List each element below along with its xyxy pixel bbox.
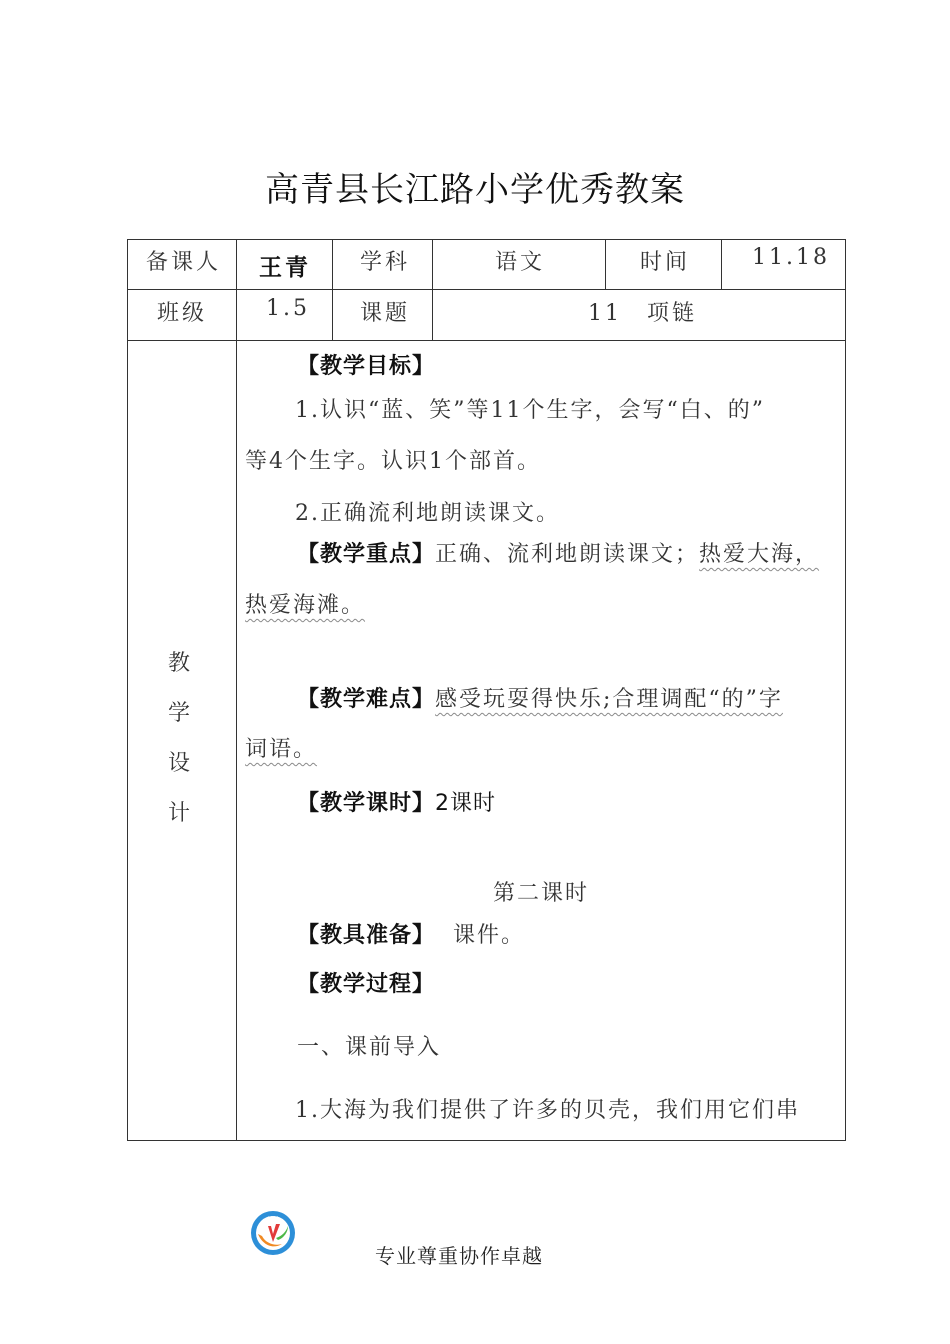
time-label: 时间: [640, 250, 691, 275]
table-divider: [432, 239, 433, 340]
table-divider: [236, 239, 237, 1141]
hours-line: [297, 786, 496, 817]
class-label: 班级: [157, 301, 208, 326]
topic-value: 11 项链: [588, 301, 697, 326]
svg-text:· · · ·: · · · ·: [267, 1214, 279, 1220]
goal-heading: 【教学目标】: [297, 354, 436, 379]
subject-value: 语文: [495, 250, 546, 275]
tools-line: [297, 918, 525, 949]
goal-1-line-2: 等4个生字。认识1个部首。: [245, 449, 541, 474]
page-title: 高青县长江路小学优秀教案: [265, 170, 685, 210]
footer-motto: 专业尊重协作卓越: [375, 1244, 543, 1268]
key-heading: 【教学重点】: [297, 542, 436, 567]
difficulty-line-1: [297, 682, 783, 713]
preparer-value: 王青: [259, 255, 311, 281]
side-label-char: 设: [168, 751, 191, 776]
process-heading: 【教学过程】: [297, 972, 436, 997]
side-label-char: 计: [168, 801, 191, 826]
goal-2: 2.正确流利地朗读课文。: [295, 501, 560, 526]
key-text-emphasis: 热爱海滩。: [245, 593, 366, 618]
step-text: 1.大海为我们提供了许多的贝壳，我们用它们串: [295, 1098, 800, 1123]
lesson-title: 第二课时: [493, 881, 590, 906]
side-label-char: 教: [168, 651, 191, 676]
preparer-label: 备课人: [146, 250, 222, 275]
table-divider: [127, 289, 846, 290]
time-value: 11.18: [752, 245, 830, 270]
side-label-char: 学: [168, 701, 191, 726]
table-divider: [332, 239, 333, 340]
topic-label: 课题: [360, 301, 411, 326]
table-divider: [127, 340, 846, 341]
difficulty-text: 感受玩耍得快乐;合理调配“的”字: [435, 687, 783, 712]
tools-text: 课件。: [453, 923, 526, 948]
tools-heading: 【教具准备】: [297, 923, 436, 948]
class-value: 1.5: [266, 296, 310, 321]
section-heading: 一、课前导入: [297, 1035, 442, 1060]
difficulty-heading: 【教学难点】: [297, 687, 436, 712]
subject-label: 学科: [360, 250, 411, 275]
table-divider: [605, 239, 606, 290]
hours-text: 2课时: [435, 791, 497, 816]
goal-1-line-1: 1.认识“蓝、笑”等11个生字，会写“白、的”: [295, 398, 765, 423]
difficulty-text: 词语。: [245, 737, 318, 762]
hours-heading: 【教学课时】: [297, 791, 436, 816]
key-text: 正确、流利地朗读课文；: [435, 542, 700, 567]
key-point-line-1: [297, 537, 819, 568]
table-divider: [721, 239, 722, 290]
key-text-emphasis: 热爱大海，: [699, 542, 820, 567]
